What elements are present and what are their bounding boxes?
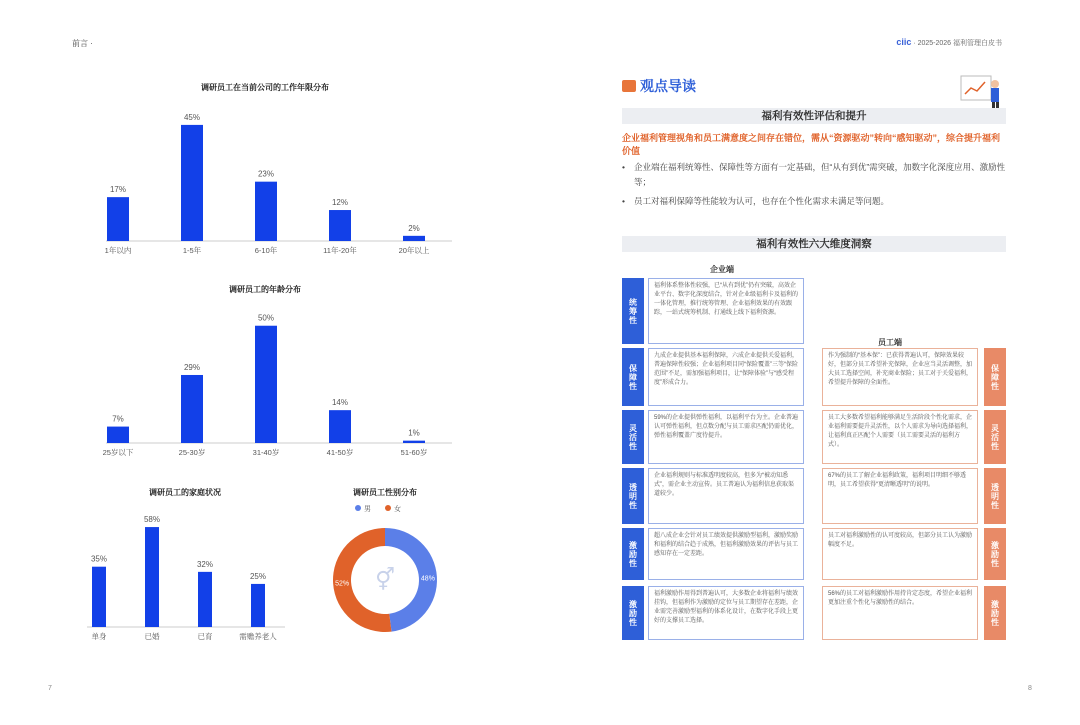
- tick-label: 需赡养老人: [239, 632, 277, 641]
- tick-label: 31-40岁: [252, 448, 280, 457]
- enterprise-dimension-label: 统筹性: [622, 278, 644, 344]
- gender-donut-chart: [310, 498, 460, 648]
- employee-dimension-label: 激励性: [984, 528, 1006, 580]
- employee-dimension-label: 透明性: [984, 468, 1006, 524]
- bar: [92, 567, 106, 627]
- bullet-item: • 企业端在福利统筹性、保障性等方面有一定基础，但“从有到优”需突破，加数字化深度应用、激励性等；: [622, 160, 1006, 190]
- data-label: 7%: [112, 414, 124, 424]
- enterprise-insight-box: 超八成企业会针对员工绩效提供激励型福利，激励奖励和福利的结合趋于成熟，但福利激励效果的评估与员工感知存在一定差距。: [648, 528, 804, 580]
- data-label: 45%: [183, 112, 201, 122]
- slice-label: 52%: [335, 580, 350, 588]
- enterprise-dimension-label: 灵活性: [622, 410, 644, 464]
- bar: [145, 527, 159, 627]
- chart4-title: 调研员工性别分布: [353, 488, 417, 497]
- tick-label: 11年-20年: [323, 246, 357, 255]
- legend-label: 女: [394, 506, 401, 513]
- enterprise-insight-box: 企业福利规则与标准透明度较高，但多为“被动知悉式”，需企业主动宣传。员工普遍认为福利信息获取渠道较少。: [648, 468, 804, 524]
- enterprise-insight-box: 59%的企业提供弹性福利，以福利平台为主。企业普遍认可弹性福利，但点数分配与员工需求匹配仍需优化，弹性福利覆盖广度待提升。: [648, 410, 804, 464]
- right-page-header: [896, 37, 1002, 48]
- enterprise-heading: 企业端: [710, 265, 734, 274]
- tick-label: 已婚: [144, 632, 160, 641]
- tick-label: 已育: [197, 632, 213, 641]
- tick-label: 单身: [91, 632, 107, 641]
- employee-dimension-label: 灵活性: [984, 410, 1006, 464]
- legend-label: 男: [364, 506, 371, 513]
- enterprise-dimension-label: 透明性: [622, 468, 644, 524]
- chart2-title: 调研员工的年龄分布: [229, 285, 301, 294]
- employee-insight-box: 作为强制的“基本保”：已获得普遍认可，保障效果较好，但部分员工希望补充保障，企业应当灵活调整，加大员工选择空间，补充商业保险；员工对于关爱福利，希望提升保障的全面性。: [822, 348, 978, 406]
- tick-label: 6-10年: [254, 246, 278, 255]
- bar: [403, 441, 425, 443]
- bullet-list: [622, 160, 1006, 213]
- bar: [107, 197, 129, 241]
- employee-dimension-label: 激励性: [984, 586, 1006, 640]
- chart3-title: 调研员工的家庭状况: [149, 488, 221, 497]
- legend-marker: [355, 505, 361, 511]
- enterprise-insight-box: 福利体系整体性较强，已“从有到优”仍有突破，高效企业平台、数字化深度结合，针对企业级福利卡及福利的一体化管理，推行统筹管理、企业福利效果的有效跟踪，一站式统筹机制、打通线上线下福利资源。: [648, 278, 804, 344]
- data-label: 58%: [143, 515, 161, 525]
- bar: [255, 182, 277, 241]
- lead-statement: 企业福利管理视角和员工满意度之间存在错位，需从“资源驱动”转向“感知驱动”，综合提升福利价值: [622, 133, 1001, 156]
- legend: [355, 504, 401, 513]
- bar: [251, 584, 265, 627]
- enterprise-dimension-label: 激励性: [622, 586, 644, 640]
- age-bar-chart: [80, 302, 460, 467]
- bar: [107, 427, 129, 443]
- data-label: 29%: [183, 362, 201, 372]
- data-label: 12%: [331, 198, 349, 208]
- employee-insight-box: 67%的员工了解企业福利政策，福利项目明细不够透明，员工希望获得“更清晰透明”的说明。: [822, 468, 978, 524]
- bar: [181, 375, 203, 443]
- enterprise-dimension-label: 激励性: [622, 528, 644, 580]
- bar: [329, 210, 351, 241]
- data-label: 50%: [257, 313, 275, 323]
- employee-heading: 员工端: [878, 338, 902, 347]
- bar: [403, 236, 425, 241]
- enterprise-insight-box: 九成企业提供基本福利保障，六成企业提供关爱福利，普遍保障性较强；企业福利项目同“保险覆盖”三等“保险范围”不足，需加强福利项目，让“保障体验”与“感受程度”形成合力。: [648, 348, 804, 406]
- data-label: 32%: [196, 559, 214, 569]
- tick-label: 20年以上: [398, 246, 430, 255]
- tick-label: 1-5年: [182, 246, 202, 255]
- page-number-right: 8: [1028, 685, 1032, 692]
- data-label: 2%: [408, 223, 420, 233]
- family-bar-chart: [75, 503, 295, 653]
- section-bar-evaluation: 福利有效性评估和提升: [622, 108, 1006, 124]
- header-text: · 2025-2026 福利管理白皮书: [913, 40, 1002, 47]
- tick-label: 25-30岁: [178, 448, 206, 457]
- tick-label: 41-50岁: [326, 448, 354, 457]
- data-label: 17%: [109, 185, 127, 195]
- employee-insight-box: 员工大多数希望福利能够满足生活阶段个性化需求，企业福利需要提升灵活性，以个人需求为导向选择福利，让福利真正匹配个人需要（员工需要灵活的福利方式）。: [822, 410, 978, 464]
- data-label: 1%: [408, 428, 420, 438]
- tick-label: 25岁以下: [102, 448, 134, 457]
- left-page-header: 前言 ·: [72, 39, 93, 48]
- employee-insight-box: 员工对福利激励性的认可度较高，但部分员工认为激励幅度不足。: [822, 528, 978, 580]
- data-label: 35%: [90, 554, 108, 564]
- chart1-title: 调研员工在当前公司的工作年限分布: [201, 83, 329, 92]
- data-label: 14%: [331, 398, 349, 408]
- page-number-left: 7: [48, 685, 52, 692]
- bar: [329, 410, 351, 443]
- data-label: 25%: [249, 571, 267, 581]
- bar: [255, 326, 277, 443]
- slice-label: 48%: [420, 575, 435, 583]
- bullet-item: • 员工对福利保障等性能较为认可，也存在个性化需求未满足等问题。: [622, 194, 1006, 209]
- tenure-bar-chart: [80, 100, 460, 265]
- enterprise-insight-box: 福利激励作用得到普遍认可，大多数企业将福利与绩效挂钩，但福利作为激励的定位与员工期望存在差距，企业需完善激励型福利的体系化设计，在数字化手段上更好的支撑员工选择。: [648, 586, 804, 640]
- employee-insight-box: 56%的员工对福利激励作用持肯定态度，希望企业福利更加注重个性化与激励性的结合。: [822, 586, 978, 640]
- data-label: 23%: [257, 169, 275, 179]
- legend-marker: [385, 505, 391, 511]
- bar: [198, 572, 212, 627]
- section-bar-insights: 福利有效性六大维度洞察: [622, 236, 1006, 252]
- ciic-logo: ciic: [896, 37, 912, 47]
- enterprise-dimension-label: 保障性: [622, 348, 644, 406]
- tick-label: 51-60岁: [400, 448, 428, 457]
- section-title: 观点导读: [622, 76, 696, 96]
- tick-label: 1年以内: [104, 246, 132, 255]
- bar: [181, 125, 203, 241]
- employee-dimension-label: 保障性: [984, 348, 1006, 406]
- gender-symbol-icon: ⚥: [375, 567, 395, 592]
- book-icon: [622, 80, 636, 92]
